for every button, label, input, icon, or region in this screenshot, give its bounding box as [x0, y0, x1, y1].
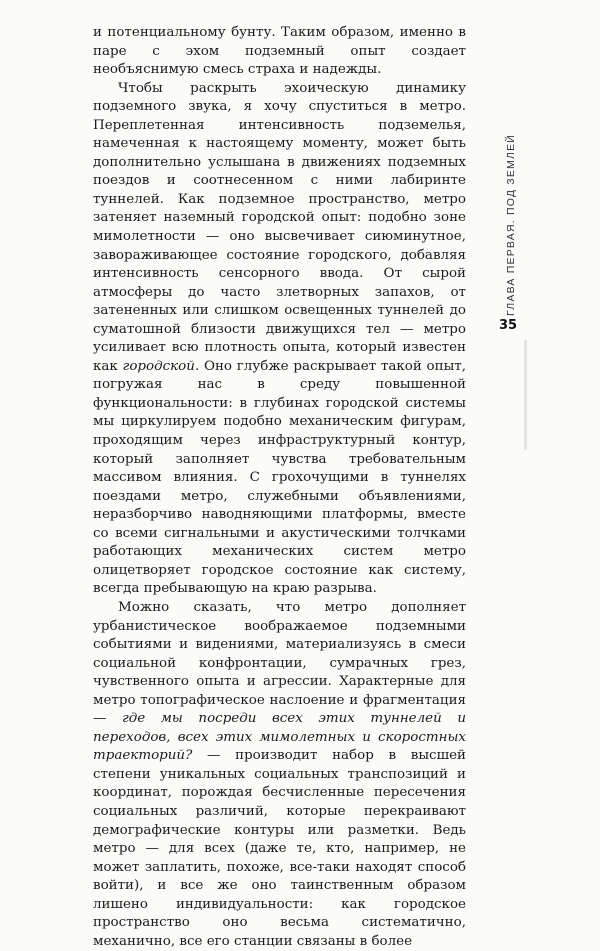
text-segment: Можно сказать, что метро дополняет урбанистическое воображаемое подземными событиями и видениями, материализуясь в смеси социальной конфронтации, сумрачных грез, чувственного опыта и агрессии. Характерные для метро топографическое наслоение и фрагментация —: [93, 599, 466, 727]
body-text: [93, 24, 466, 951]
page-edge-shadow: [524, 340, 527, 450]
italic-question: где мы посреди всех этих туннелей и переходов, всех этих мимолетных и скоростных траекторий?: [93, 711, 466, 764]
paragraph-1: [93, 24, 466, 80]
chapter-title: ГЛАВА ПЕРВАЯ. ПОД ЗЕМЛЕЙ: [505, 133, 518, 317]
paragraph-3: [93, 599, 466, 951]
text-segment: . Оно глубже раскрывает такой опыт, погружая нас в среду повышенной функциональности: в глубинах городской системы мы циркулируем подобно механическим фигурам, проходящим через инфраструктурный контур, который заполняет чувства требовательным массивом влияния. С грохочущими в туннелях поездами метро, служебными объявлениями, неразборчиво наводняющими платформы, вместе со всеми сигнальными и акустическими толчками работающих механических систем метро олицетворяет городское состояние как систему, всегда пребывающую на краю разрыва.: [93, 358, 466, 597]
paragraph-2: [93, 80, 466, 599]
text-segment: Чтобы раскрыть эхоическую динамику подземного звука, я хочу спуститься в метро. Переплетенная интенсивность подземелья, намеченная к настоящему моменту, может быть дополнительно услышана в движениях подземных поездов и соотнесенном с ними лабиринте туннелей. Как подземное пространство, метро затеняет наземный городской опыт: подобно зоне мимолетности — оно высвечивает сиюминутное, завораживающее состояние городского, добавляя интенсивность сенсорного ввода. От сырой атмосферы до часто злетворных запахов, от затененных или слишком освещенных туннелей до суматошной близости движущихся тел — метро усиливает всю плотность опыта, который известен как: [93, 80, 466, 374]
text-segment: и потенциальному бунту. Таким образом, именно в паре с эхом подземный опыт создает необъяснимую смесь страха и надежды.: [93, 25, 466, 78]
text-segment: — производит набор в высшей степени уникальных социальных транспозиций и координат, порождая бесчисленные пересечения социальных различий, которые перекраивают демографические контуры или разметки. Ведь метро — для всех (даже те, кто, например, не может заплатить, похоже, все-таки находят способ войти), и все же оно таинственным образом лишено индивидуальности: как городское пространство оно весьма систематично, механично, все его станции связаны в более: [93, 748, 466, 949]
italic-term: городской: [122, 358, 195, 374]
page-number: 35: [498, 318, 518, 333]
running-head: [500, 135, 522, 315]
